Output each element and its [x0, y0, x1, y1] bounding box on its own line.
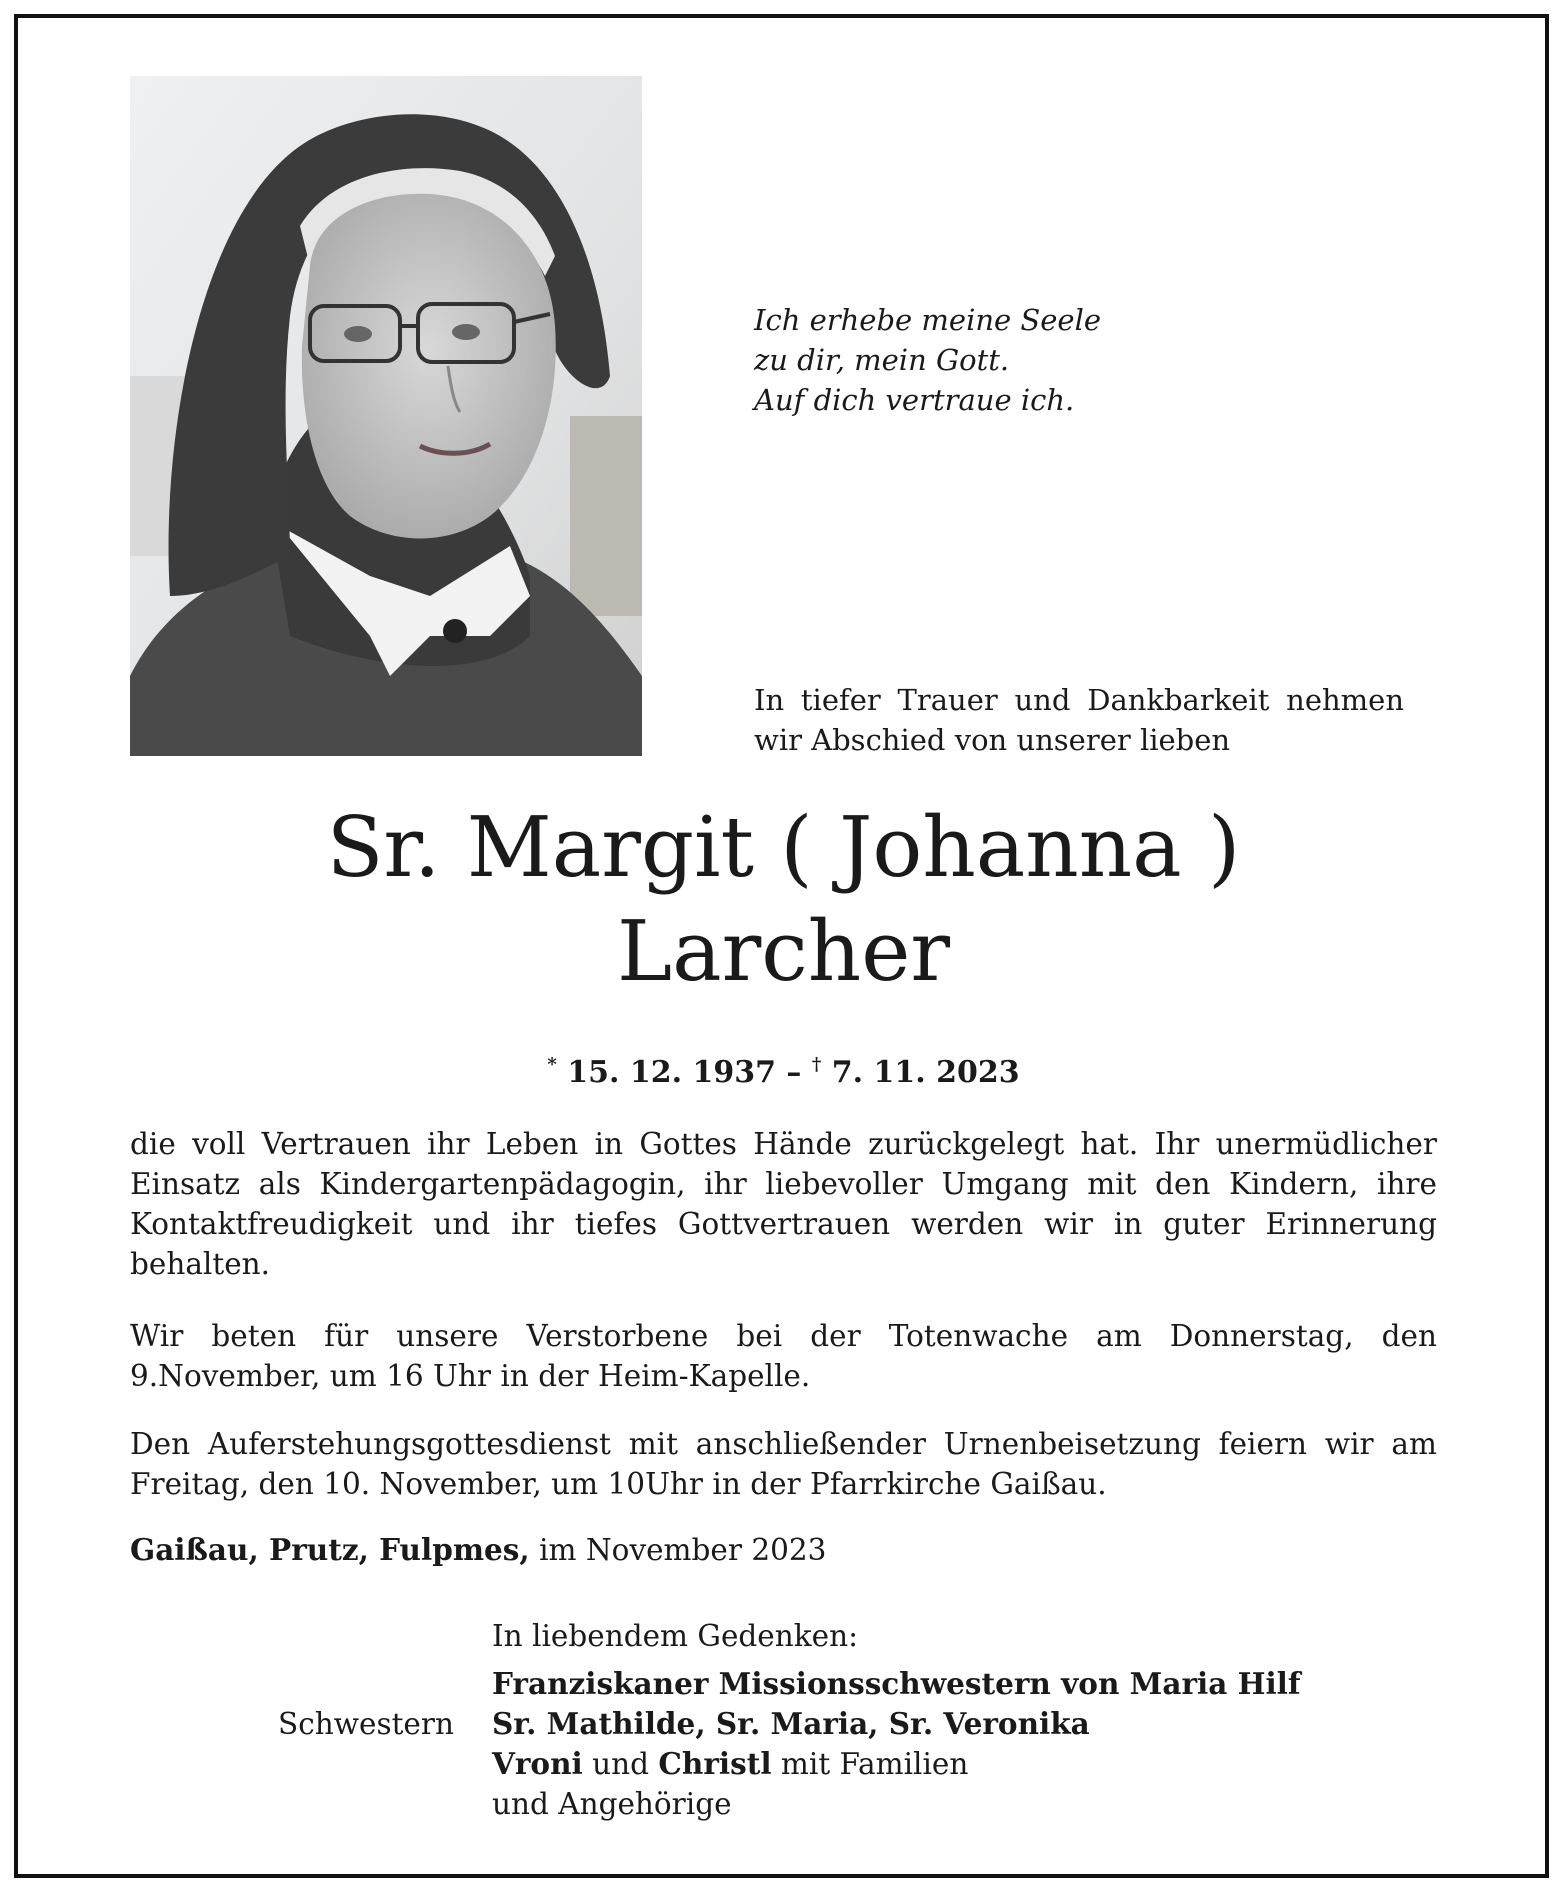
signatory-and: und	[582, 1747, 659, 1781]
quote-line: Ich erhebe meine Seele	[754, 303, 1102, 337]
signatories	[492, 1664, 1301, 1824]
quote-line: zu dir, mein Gott.	[754, 343, 1010, 377]
signatory-name-1: Vroni	[492, 1746, 583, 1781]
bible-quote	[754, 300, 1101, 420]
name-line-2: Larcher	[616, 903, 950, 1000]
life-dates	[0, 1054, 1567, 1090]
death-symbol: †	[811, 1054, 822, 1075]
sisters-label: Schwestern	[278, 1707, 454, 1741]
memorial-heading: In liebendem Gedenken:	[492, 1619, 859, 1653]
signatory-sisters: Sr. Mathilde, Sr. Maria, Sr. Veronika	[492, 1706, 1090, 1741]
birth-date: 15. 12. 1937	[567, 1055, 776, 1090]
paragraph-wake: Wir beten für unsere Verstorbene bei der Totenwache am Donnerstag, den 9.November, um 16 Uhr in der Heim-Kapelle.	[130, 1319, 1437, 1393]
paragraph-tribute: die voll Vertrauen ihr Leben in Gottes Hände zurückgelegt hat. Ihr unermüdlicher Einsatz als Kindergartenpädagogin, ihr liebevoller Umgang mit den Kindern, ihre Kontaktfreudigkeit und ihr tiefes Gottvertrauen werden wir in guter Erinnerung behalten.	[130, 1127, 1437, 1281]
signatory-family	[492, 1744, 1301, 1784]
death-date: 7. 11. 2023	[831, 1055, 1020, 1090]
signatory-relatives: und Angehörige	[492, 1787, 732, 1821]
signatory-name-2: Christl	[658, 1746, 772, 1781]
paragraph-funeral: Den Auferstehungsgottesdienst mit anschließender Urnenbeisetzung feiern wir am Freitag, den 10. November, um 10Uhr in der Pfarrkirche Gaißau.	[130, 1427, 1437, 1501]
quote-line: Auf dich vertraue ich.	[754, 383, 1075, 417]
portrait-photo	[130, 76, 642, 756]
name-line-1: Sr. Margit ( Johanna )	[326, 799, 1241, 896]
date-separator: –	[775, 1055, 812, 1090]
signatory-families: mit Familien	[771, 1747, 969, 1781]
signatory-order: Franziskaner Missionsschwestern von Maria Hilf	[492, 1666, 1301, 1701]
intro-text: In tiefer Trauer und Dankbarkeit nehmen wir Abschied von unserer lieben	[754, 683, 1404, 757]
place-towns: Gaißau, Prutz, Fulpmes,	[130, 1532, 530, 1567]
birth-symbol: *	[547, 1054, 557, 1075]
deceased-name	[0, 796, 1567, 1004]
place-date: im November 2023	[529, 1533, 827, 1567]
place-date-line	[130, 1530, 826, 1570]
